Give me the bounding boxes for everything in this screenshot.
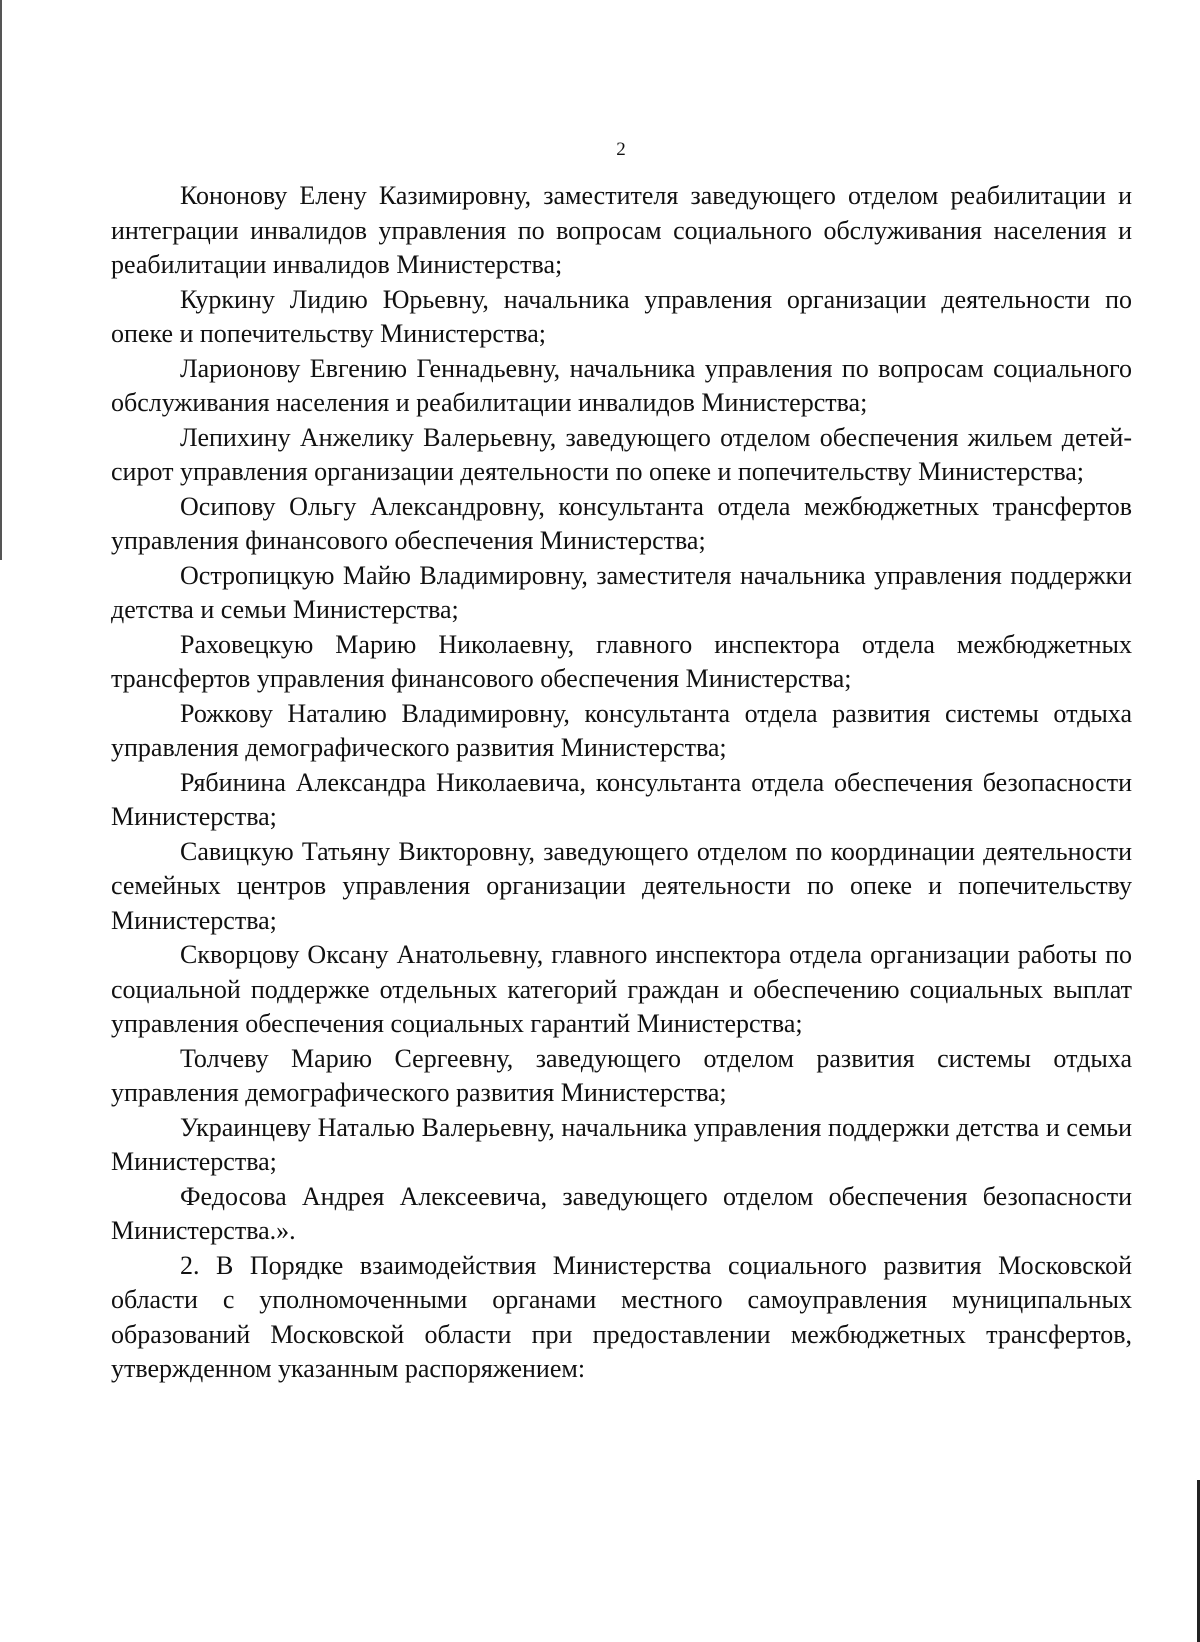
paragraph-rozhkova: Рожкову Наталию Владимировну, консультанта отдела развития системы отдыха управления демографического развития Министерства; xyxy=(111,698,1132,762)
paragraph-skvortsova: Скворцову Оксану Анатольевну, главного инспектора отдела организации работы по социальной поддержке отдельных категорий граждан и обеспечению социальных выплат управления обеспечения социальных гарантий Министерства; xyxy=(111,940,1132,1038)
page-number: 2 xyxy=(616,139,626,160)
paragraph-kononova: Кононову Елену Казимировну, заместителя заведующего отделом реабилитации и интеграции инвалидов управления по вопросам социального обслуживания населения и реабилитации инвалидов Министерства; xyxy=(111,181,1132,279)
paragraph-larionova: Ларионову Евгению Геннадьевну, начальника управления по вопросам социального обслуживания населения и реабилитации инвалидов Министерства; xyxy=(111,353,1132,417)
paragraph-ryabinin: Рябинина Александра Николаевича, консультанта отдела обеспечения безопасности Министерства; xyxy=(111,767,1132,831)
scan-edge-left xyxy=(0,0,2,560)
paragraph-ostropitskaya: Остропицкую Майю Владимировну, заместителя начальника управления поддержки детства и семьи Министерства; xyxy=(111,560,1132,624)
paragraph-tolcheva: Толчеву Марию Сергеевну, заведующего отделом развития системы отдыха управления демографического развития Министерства; xyxy=(111,1043,1132,1107)
paragraph-fedosov: Федосова Андрея Алексеевича, заведующего отделом обеспечения безопасности Министерства.». xyxy=(111,1181,1132,1245)
paragraph-savitskaya: Савицкую Татьяну Викторовну, заведующего отделом по координации деятельности семейных центров управления организации деятельности по опеке и попечительству Министерства; xyxy=(111,836,1132,935)
paragraph-osipova: Осипову Ольгу Александровну, консультанта отдела межбюджетных трансфертов управления финансового обеспечения Министерства; xyxy=(111,491,1132,555)
document-body xyxy=(111,179,1132,1387)
paragraph-kurkina: Куркину Лидию Юрьевну, начальника управления организации деятельности по опеке и попечительству Министерства; xyxy=(111,284,1132,348)
paragraph-ukraintseva: Украинцеву Наталью Валерьевну, начальника управления поддержки детства и семьи Министерства; xyxy=(111,1112,1132,1176)
paragraph-rakhovetskaya: Раховецкую Марию Николаевну, главного инспектора отдела межбюджетных трансфертов управления финансового обеспечения Министерства; xyxy=(111,629,1132,693)
paragraph-section-2: 2. В Порядке взаимодействия Министерства социального развития Московской области с уполномоченными органами местного самоуправления муниципальных образований Московской области при предоставлении межбюджетных трансфертов, утвержденном указанным распоряжением: xyxy=(111,1250,1132,1383)
paragraph-lepikhina: Лепихину Анжелику Валерьевну, заведующего отделом обеспечения жильем детей-сирот управления организации деятельности по опеке и попечительству Министерства; xyxy=(111,422,1132,486)
